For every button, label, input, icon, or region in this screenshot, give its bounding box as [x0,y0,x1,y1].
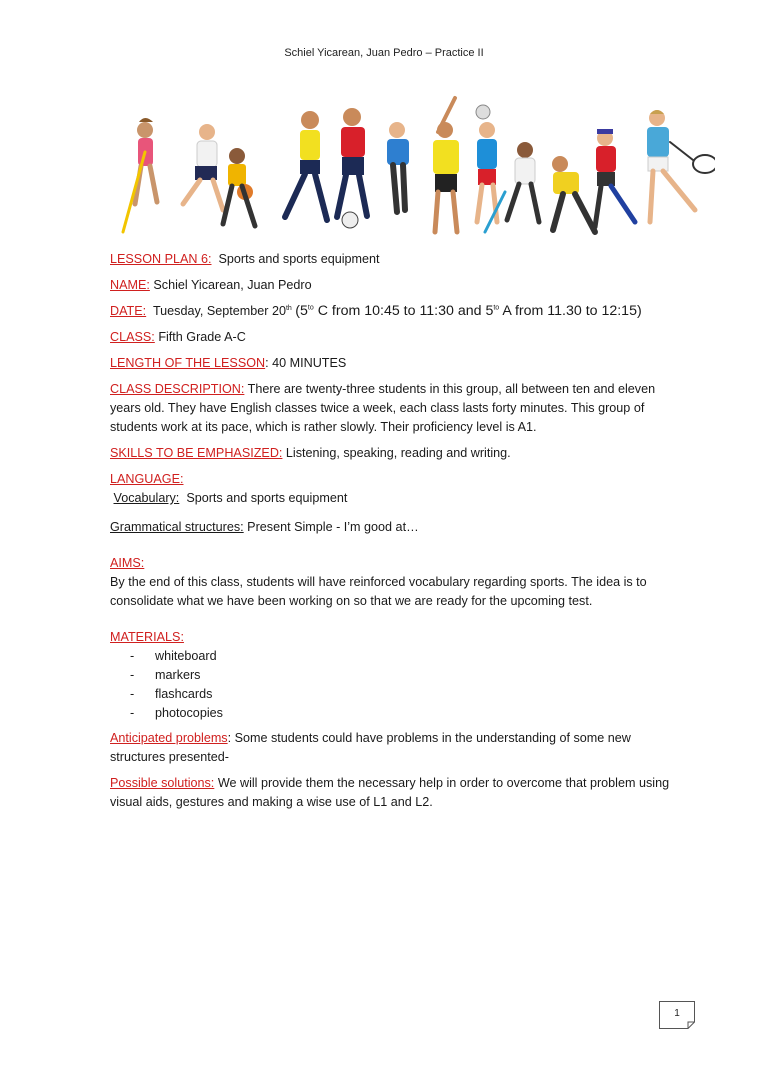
lesson-plan-label: LESSON PLAN 6: [110,252,212,266]
spacer [110,508,670,518]
lesson-plan-line [110,250,670,269]
aims-label: AIMS: [110,556,145,570]
grammar-value: Present Simple - I’m good at… [247,520,419,534]
list-item: - whiteboard [130,649,217,663]
class-value: Fifth Grade A-C [158,330,246,344]
grammar-label: Grammatical structures: [110,520,244,534]
list-item: - photocopies [130,706,223,720]
grammar-line [110,518,670,537]
vocabulary-value: Sports and sports equipment [186,491,348,505]
lesson-plan-value: Sports and sports equipment [218,252,380,266]
date-day: Tuesday, September 20 [152,304,286,318]
list-item: - markers [130,668,201,682]
spacer [110,544,670,554]
date-label: DATE: [110,304,147,318]
language-label: LANGUAGE: [110,472,184,486]
skills-line [110,444,670,463]
length-label: LENGTH OF THE LESSON [110,356,266,370]
name-label: NAME: [110,278,150,292]
length-line [110,354,670,373]
skills-value: Listening, speaking, reading and writing. [285,446,511,460]
anticipated-problems-label: Anticipated problems [110,731,228,745]
class-line [110,328,670,347]
class-label: CLASS: [110,330,155,344]
spacer [110,618,670,628]
possible-solutions-label: Possible solutions: [110,776,215,790]
anticipated-problems-paragraph [110,729,670,767]
anticipated-problems-value: : Some students could have problems in the understanding of some new structures presented- [110,731,631,764]
date-line [110,302,670,321]
language-section [110,470,670,508]
name-value: Schiel Yicarean, Juan Pedro [153,278,312,292]
lesson-plan-body [110,250,670,819]
skills-label: SKILLS TO BE EMPHASIZED: [110,446,283,460]
page-number: 1 [674,1008,680,1019]
aims-section [110,554,670,611]
list-item: - flashcards [130,687,213,701]
sports-children-banner-image [105,92,715,242]
page-header: Schiel Yicarean, Juan Pedro – Practice II [284,47,484,59]
length-value: : 40 MINUTES [265,356,347,370]
class-description-paragraph [110,380,670,437]
sports-children-illustration [105,92,715,242]
class-description-label: CLASS DESCRIPTION: [110,382,245,396]
vocabulary-label: Vocabulary: [113,491,180,505]
materials-heading [110,628,670,647]
date-schedule: ($5^{to}$ C from 10:45 to 11:30 and $5^{to}$ A from 11.30 to 12:15) [295,303,642,319]
name-line [110,276,670,295]
page-number-box [659,1001,695,1029]
materials-label: MATERIALS: [110,630,184,644]
date-day-suffix: th [285,304,292,312]
possible-solutions-paragraph [110,774,670,812]
possible-solutions-value: We will provide them the necessary help in order to overcome that problem using visual aids, gestures and making a wise use of L1 and L2. [110,776,670,809]
aims-value: By the end of this class, students will have reinforced vocabulary regarding sports. The idea is to consolidate what we have been working on so that we are ready for the upcoming test. [110,575,647,608]
class-description-value: There are twenty-three students in this group, all between ten and eleven years old. They have English classes twice a week, each class lasts forty minutes. This group of students work at its pace, which is rather slowly. Their proficiency level is A1. [110,382,656,434]
materials-list [110,647,670,723]
